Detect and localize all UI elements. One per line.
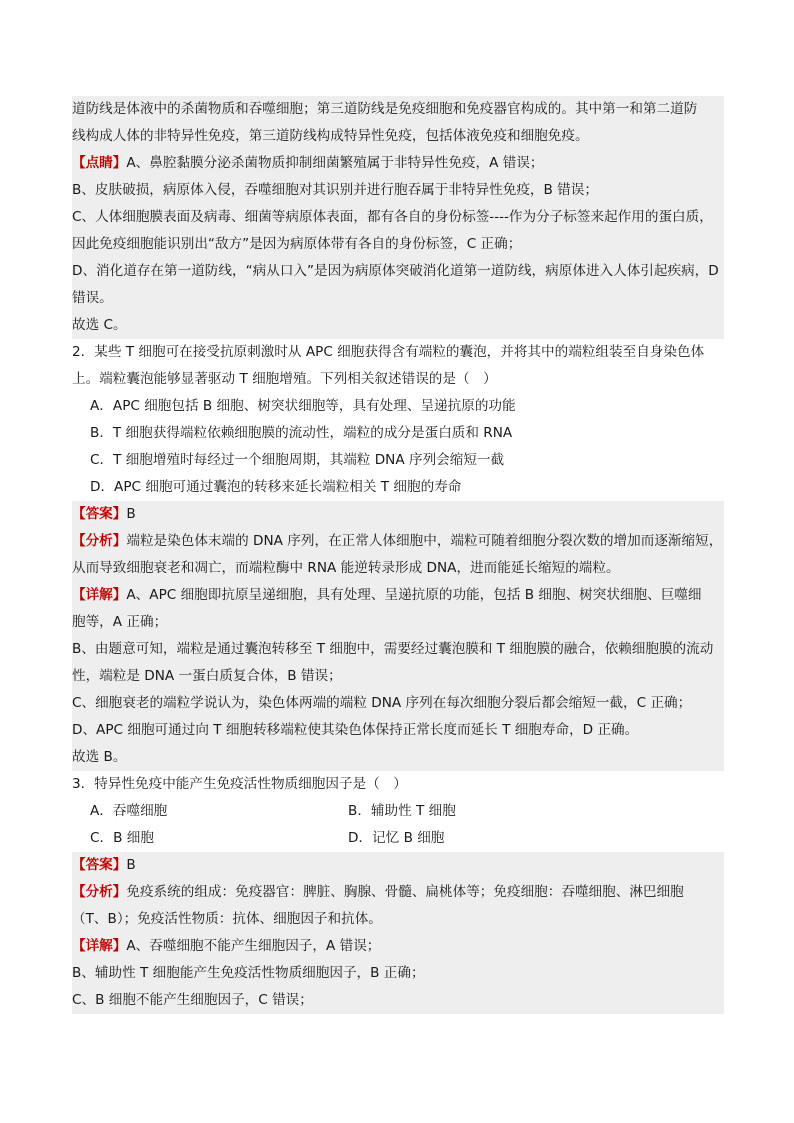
section-tag: 【分析】 bbox=[72, 884, 127, 900]
text-line: 【点睛】A、鼻腔黏膜分泌杀菌物质抑制细菌繁殖属于非特异性免疫，A 错误； bbox=[72, 150, 724, 177]
question-stem: 3．特异性免疫中能产生免疫活性物质细胞因子是（ ） bbox=[72, 776, 407, 792]
question-stem: 2．某些 T 细胞可在接受抗原刺激时从 APC 细胞获得含有端粒的囊泡，并将其中的端粒组装至自身染色体 bbox=[72, 344, 705, 360]
answer-line: 【答案】B bbox=[72, 501, 724, 528]
section-tag: 【详解】 bbox=[72, 938, 127, 954]
text-line: C、细胞衰老的端粒学说认为，染色体两端的端粒 DNA 序列在每次细胞分裂后都会缩短一截，C 正确； bbox=[72, 690, 724, 717]
text-line: 从而导致细胞衰老和凋亡，而端粒酶中 RNA 能逆转录形成 DNA，进而能延长缩短的端粒。 bbox=[72, 555, 724, 582]
text-line: 【详解】A、吞噬细胞不能产生细胞因子，A 错误； bbox=[72, 933, 724, 960]
text-line: 线构成人体的非特异性免疫，第三道防线构成特异性免疫，包括体液免疫和细胞免疫。 bbox=[72, 123, 724, 150]
option-b: B．T 细胞获得端粒依赖细胞膜的流动性，端粒的成分是蛋白质和 RNA bbox=[90, 425, 513, 441]
text-line: 故选 B。 bbox=[72, 744, 724, 771]
text-line: 性，端粒是 DNA 一蛋白质复合体，B 错误； bbox=[72, 663, 724, 690]
text-line: C、B 细胞不能产生细胞因子，C 错误； bbox=[72, 987, 724, 1014]
text-line: B、由题意可知，端粒是通过囊泡转移至 T 细胞中，需要经过囊泡膜和 T 细胞膜的融合，依赖细胞膜的流动 bbox=[72, 636, 724, 663]
section-tag: 【答案】 bbox=[72, 506, 127, 522]
section-tag: 【详解】 bbox=[72, 587, 127, 603]
question-stem: 上。端粒囊泡能够显著驱动 T 细胞增殖。下列相关叙述错误的是（ ） bbox=[72, 371, 497, 387]
text-line: B、辅助性 T 细胞能产生免疫活性物质细胞因子，B 正确； bbox=[72, 960, 724, 987]
text-line: 【分析】端粒是染色体末端的 DNA 序列，在正常人体细胞中，端粒可随着细胞分裂次数的增加而逐渐缩短， bbox=[72, 528, 724, 555]
option-a: A．吞噬细胞 bbox=[90, 803, 168, 819]
text-line: B、皮肤破损，病原体入侵，吞噬细胞对其识别并进行胞吞属于非特异性免疫，B 错误； bbox=[72, 177, 724, 204]
option-row bbox=[90, 798, 730, 825]
answer-line: 【答案】B bbox=[72, 852, 724, 879]
option-d: D．APC 细胞可通过囊泡的转移来延长端粒相关 T 细胞的寿命 bbox=[90, 479, 462, 495]
option-b: B．辅助性 T 细胞 bbox=[348, 803, 456, 819]
section-tag: 【点睛】 bbox=[72, 155, 127, 171]
option-c: C．T 细胞增殖时每经过一个细胞周期，其端粒 DNA 序列会缩短一截 bbox=[90, 452, 505, 468]
option-a: A．APC 细胞包括 B 细胞、树突状细胞等，具有处理、呈递抗原的功能 bbox=[90, 398, 516, 414]
text-line: 道防线是体液中的杀菌物质和吞噬细胞；第三道防线是免疫细胞和免疫器官构成的。其中第一和第二道防 bbox=[72, 96, 724, 123]
option-c: C．B 细胞 bbox=[90, 830, 154, 846]
text-line: 【分析】免疫系统的组成：免疫器官：脾脏、胸腺、骨髓、扁桃体等；免疫细胞：吞噬细胞、淋巴细胞 bbox=[72, 879, 724, 906]
section-tag: 【分析】 bbox=[72, 533, 127, 549]
text-line: D、消化道存在第一道防线，“病从口入”是因为病原体突破消化道第一道防线，病原体进入人体引起疾病，D bbox=[72, 258, 724, 285]
text-line: 胞等，A 正确； bbox=[72, 609, 724, 636]
section-tag: 【答案】 bbox=[72, 857, 127, 873]
text-line: 错误。 bbox=[72, 285, 724, 312]
text-line: D、APC 细胞可通过向 T 细胞转移端粒使其染色体保持正常长度而延长 T 细胞寿命，D 正确。 bbox=[72, 717, 724, 744]
text-line: （T、B）；免疫活性物质：抗体、细胞因子和抗体。 bbox=[72, 906, 724, 933]
text-line: 故选 C。 bbox=[72, 312, 724, 339]
text-line: C、人体细胞膜表面及病毒、细菌等病原体表面，都有各自的身份标签----作为分子标签来起作用的蛋白质， bbox=[72, 204, 724, 231]
text-line: 因此免疫细胞能识别出“敌方”是因为病原体带有各自的身份标签，C 正确； bbox=[72, 231, 724, 258]
option-row bbox=[90, 825, 730, 852]
option-d: D．记忆 B 细胞 bbox=[348, 830, 445, 846]
text-line: 【详解】A、APC 细胞即抗原呈递细胞，具有处理、呈递抗原的功能，包括 B 细胞、树突状细胞、巨噬细 bbox=[72, 582, 724, 609]
